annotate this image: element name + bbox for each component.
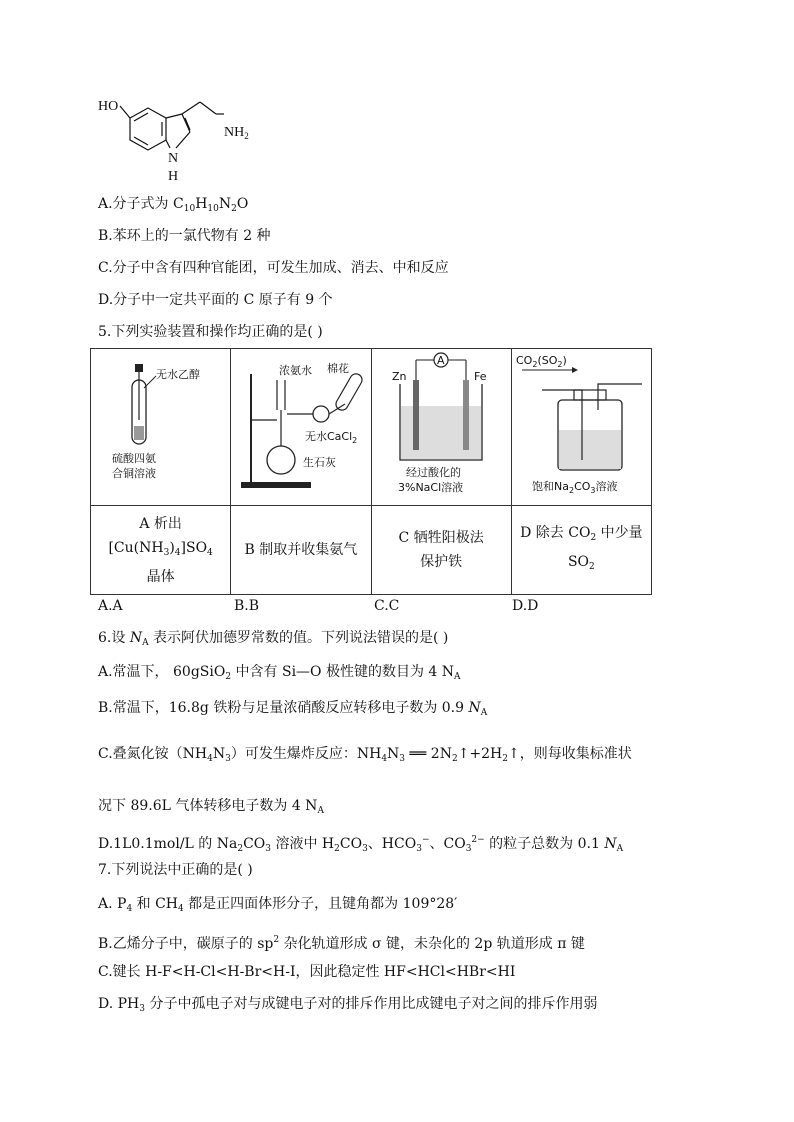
apparatus-b — [231, 349, 371, 506]
caption-a: A 析出 $[Cu(NH_3)_4]SO_4$ 晶体 — [91, 506, 231, 595]
apparatus-c-sol1: 经过酸化的 — [406, 466, 462, 479]
apparatus-c-meter: A — [437, 354, 445, 367]
mol-h-label: H — [168, 169, 179, 184]
apparatus-b-cacl2: 无水CaCl$_2$ — [305, 430, 358, 445]
q7-option-a: A. $P_4$ 和 $CH_4$ 都是正四面体形分子，且键角都为 109°28′ — [98, 896, 458, 914]
mol-nh2-label: $NH_2$ — [224, 125, 249, 141]
mol-n-label: N — [168, 151, 179, 166]
q6-stem: 6.设 $N_A$ 表示阿伏加德罗常数的值。下列说法错误的是( ) — [98, 630, 449, 648]
apparatus-c-sol2: 3%NaCl溶液 — [398, 481, 464, 494]
caption-d: D 除去 $CO_2$ 中少量 $SO_2$ — [511, 506, 651, 595]
apparatus-a — [91, 349, 231, 506]
apparatus-b-ammonia: 浓氨水 — [279, 364, 313, 377]
apparatus-c-fe: Fe — [474, 370, 487, 383]
q5-apparatus-table — [90, 348, 652, 595]
apparatus-c-zn: Zn — [392, 370, 407, 383]
apparatus-b-lime: 生石灰 — [303, 456, 337, 469]
q6-option-c-line2: 况下 89.6L 气体转移电子数为 4 $N_A$ — [98, 798, 324, 816]
q6-option-d: D.1L0.1mol/L 的 $Na_2CO_3$ 溶液中 $H_2CO_3$、$HCO_3^-$、$CO_3^{2-}$ 的粒子总数为 0.1 $N_A$ — [98, 835, 624, 854]
caption-c: C 牺牲阳极法 保护铁 — [371, 506, 511, 595]
apparatus-d-gas: $CO_2(SO_2)$ — [515, 354, 567, 369]
apparatus-c — [371, 349, 511, 506]
q6-option-a: A.常温下， 60gSiO$_2$ 中含有 Si—O 极性键的数目为 4 $N_A$ — [98, 664, 461, 682]
q4-option-a: A.分子式为 $C_{10}H_{10}N_2O$ — [98, 196, 249, 214]
q6-option-b: B.常温下，16.8g 铁粉与足量浓硝酸反应转移电子数为 0.9 $N_A$ — [98, 700, 488, 718]
q7-option-b: B.乙烯分子中，碳原子的 $sp^2$ 杂化轨道形成 σ 键，未杂化的 2p 轨道形成 π 键 — [98, 935, 585, 952]
apparatus-b-cotton: 棉花 — [327, 362, 350, 375]
q4-option-d: D.分子中一定共平面的 C 原子有 9 个 — [98, 292, 333, 308]
q7-option-d: D. $PH_3$ 分子中孤电子对与成键电子对的排斥作用比成键电子对之间的排斥作用弱 — [98, 996, 598, 1014]
q6-option-c-line1: C.叠氮化铵$(NH_4N_3)$可发生爆炸反应：$NH_4N_3$ ══ $2N_2↑+2H_2↑$，则每收集标准状 — [98, 746, 632, 764]
q5-option-d: D.D — [512, 598, 539, 614]
caption-b: B 制取并收集氨气 — [231, 506, 371, 595]
mol-ho-label: HO — [98, 99, 119, 114]
q5-option-b: B.B — [234, 598, 260, 614]
q4-option-b: B.苯环上的一氯代物有 2 种 — [98, 228, 271, 244]
q7-stem: 7.下列说法中正确的是( ) — [98, 862, 253, 878]
apparatus-a-sol1: 硫酸四氨 — [111, 452, 156, 465]
apparatus-a-sol2: 合铜溶液 — [111, 467, 156, 480]
q4-option-c: C.分子中含有四种官能团，可发生加成、消去、中和反应 — [98, 260, 449, 276]
apparatus-d — [511, 349, 651, 506]
q5-options — [98, 598, 658, 618]
q5-option-a: A.A — [98, 598, 123, 614]
molecule-structure — [96, 92, 276, 187]
q7-option-c: C.键长 H-F<H-Cl<H-Br<H-I，因此稳定性 HF<HCl<HBr<HI — [98, 964, 516, 980]
q5-stem: 5.下列实验装置和操作均正确的是( ) — [98, 324, 323, 340]
apparatus-d-sol: 饱和$Na_2CO_3$溶液 — [531, 480, 618, 495]
q5-option-c: C.C — [374, 598, 400, 614]
apparatus-a-reagent: 无水乙醇 — [155, 368, 200, 381]
